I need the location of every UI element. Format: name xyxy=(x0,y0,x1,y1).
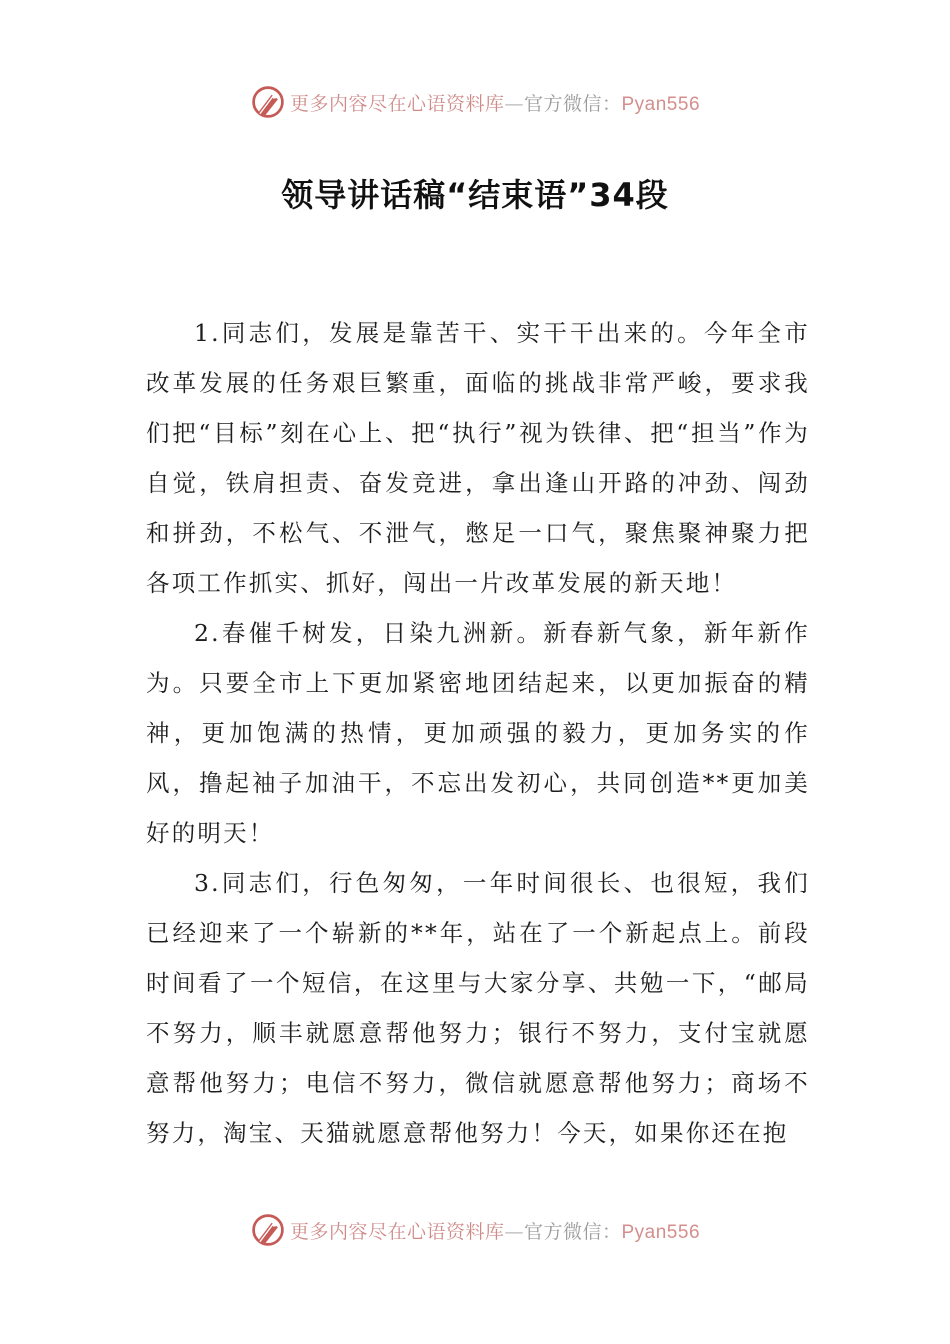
footer-watermark-banner xyxy=(0,1210,950,1250)
paragraph-3: 3.同志们，行色匆匆，一年时间很长、也很短，我们已经迎来了一个崭新的**年，站在了一个新起点上。前段时间看了一个短信，在这里与大家分享、共勉一下，“邮局不努力，顺丰就愿意帮他努力；银行不努力，支付宝就愿意帮他努力；电信不努力，微信就愿意帮他努力；商场不努力，淘宝、天猫就愿意帮他努力！今天，如果你还在抱 xyxy=(146,869,810,1147)
watermark-text xyxy=(290,89,700,116)
watermark-prefix: 更多内容尽在心语资料库 xyxy=(289,1220,505,1243)
watermark-label: 官方微信： xyxy=(523,92,622,115)
paragraph-1: 1.同志们，发展是靠苦干、实干干出来的。今年全市改革发展的任务艰巨繁重，面临的挑战非常严峻，要求我们把“目标”刻在心上、把“执行”视为铁律、把“担当”作为自觉，铁肩担责、奋发竞进，拿出逢山开路的冲劲、闯劲和拼劲，不松气、不泄气，憋足一口气，聚焦聚神聚力把各项工作抓实、抓好，闯出一片改革发展的新天地！ xyxy=(146,319,810,597)
paragraph-2: 2.春催千树发，日染九洲新。新春新气象，新年新作为。只要全市上下更加紧密地团结起来，以更加振奋的精神，更加饱满的热情，更加顽强的毅力，更加务实的作风，撸起袖子加油干，不忘出发初心，共同创造**更加美好的明天！ xyxy=(146,619,810,847)
document-title: 领导讲话稿“结束语”34段 xyxy=(281,176,669,214)
watermark-prefix: 更多内容尽在心语资料库 xyxy=(289,92,505,115)
watermark-wechat-id: Pyan556 xyxy=(621,93,701,115)
pen-nib-logo-icon xyxy=(250,84,286,120)
watermark-dash: — xyxy=(504,92,524,115)
watermark-label: 官方微信： xyxy=(523,1220,622,1243)
header-watermark-banner xyxy=(0,82,950,122)
watermark-text xyxy=(290,1217,700,1244)
watermark-wechat-id: Pyan556 xyxy=(621,1221,701,1243)
watermark-dash: — xyxy=(504,1220,524,1243)
document-body xyxy=(146,308,810,1158)
pen-nib-logo-icon xyxy=(250,1212,286,1248)
